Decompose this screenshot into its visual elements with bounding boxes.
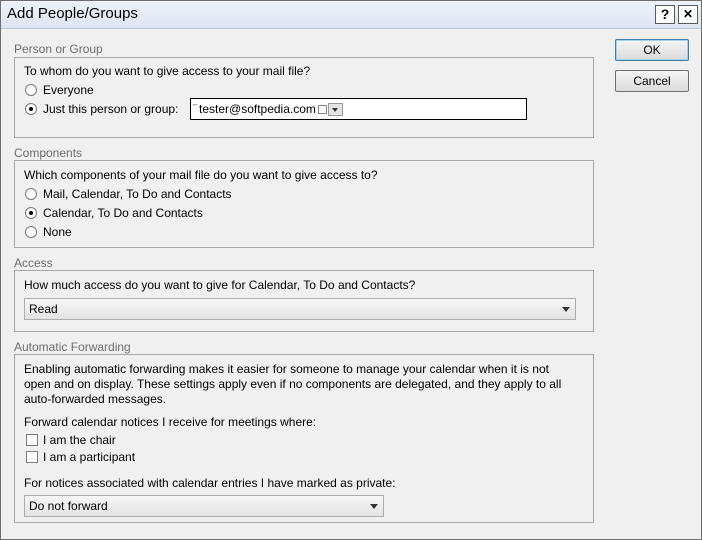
radio-none-label: None [43, 225, 72, 239]
radio-this-person[interactable] [25, 103, 37, 115]
access-level-value: Read [29, 302, 58, 316]
notices-label: Forward calendar notices I receive for meetings where: [24, 415, 317, 429]
close-button[interactable]: ✕ [678, 5, 698, 24]
field-corner-icon [318, 105, 327, 114]
radio-mail-calendar[interactable] [25, 188, 37, 200]
components-box [14, 160, 594, 248]
dialog-title: Add People/Groups [7, 5, 138, 22]
checkbox-chair[interactable] [26, 434, 38, 446]
forwarding-description-line3: auto-forwarded messages. [24, 392, 167, 406]
access-question: How much access do you want to give for Calendar, To Do and Contacts? [24, 278, 416, 292]
private-forward-select[interactable] [24, 495, 384, 517]
field-corner-icon: ⌐ [193, 100, 198, 109]
components-question: Which components of your mail file do you want to give access to? [24, 168, 378, 182]
forwarding-description-line1: Enabling automatic forwarding makes it easier for someone to manage your calendar when it is not [24, 362, 549, 376]
radio-calendar-todo-label: Calendar, To Do and Contacts [43, 206, 203, 220]
section-person-group: Person or Group [14, 42, 103, 56]
person-group-field[interactable] [190, 98, 527, 120]
person-group-question: To whom do you want to give access to your mail file? [24, 64, 311, 78]
private-label: For notices associated with calendar entries I have marked as private: [24, 476, 396, 490]
private-forward-value: Do not forward [29, 499, 108, 513]
access-level-select[interactable] [24, 298, 576, 320]
chevron-down-icon [562, 307, 570, 312]
section-components: Components [14, 146, 83, 160]
radio-everyone-label: Everyone [43, 83, 94, 97]
person-group-value: tester@softpedia.com [199, 102, 316, 116]
address-dropdown-button[interactable] [328, 103, 343, 116]
help-button[interactable]: ? [655, 5, 675, 24]
cancel-button[interactable]: Cancel [615, 70, 689, 92]
radio-everyone[interactable] [25, 84, 37, 96]
forwarding-description-line2: open and on display. These settings apply even if no components are delegated, and they apply to all [24, 377, 562, 391]
radio-this-person-label: Just this person or group: [43, 102, 179, 116]
ok-button[interactable]: OK [615, 39, 689, 61]
checkbox-chair-label: I am the chair [43, 433, 116, 447]
person-group-box [14, 57, 594, 138]
checkbox-participant-label: I am a participant [43, 450, 136, 464]
title-bar [1, 1, 701, 29]
section-access: Access [14, 256, 53, 270]
radio-none[interactable] [25, 226, 37, 238]
radio-calendar-todo[interactable] [25, 207, 37, 219]
chevron-down-icon [332, 108, 338, 112]
access-box [14, 270, 594, 332]
forwarding-box [14, 354, 594, 523]
section-forwarding: Automatic Forwarding [14, 340, 131, 354]
chevron-down-icon [370, 504, 378, 509]
radio-mail-calendar-label: Mail, Calendar, To Do and Contacts [43, 187, 232, 201]
checkbox-participant[interactable] [26, 451, 38, 463]
